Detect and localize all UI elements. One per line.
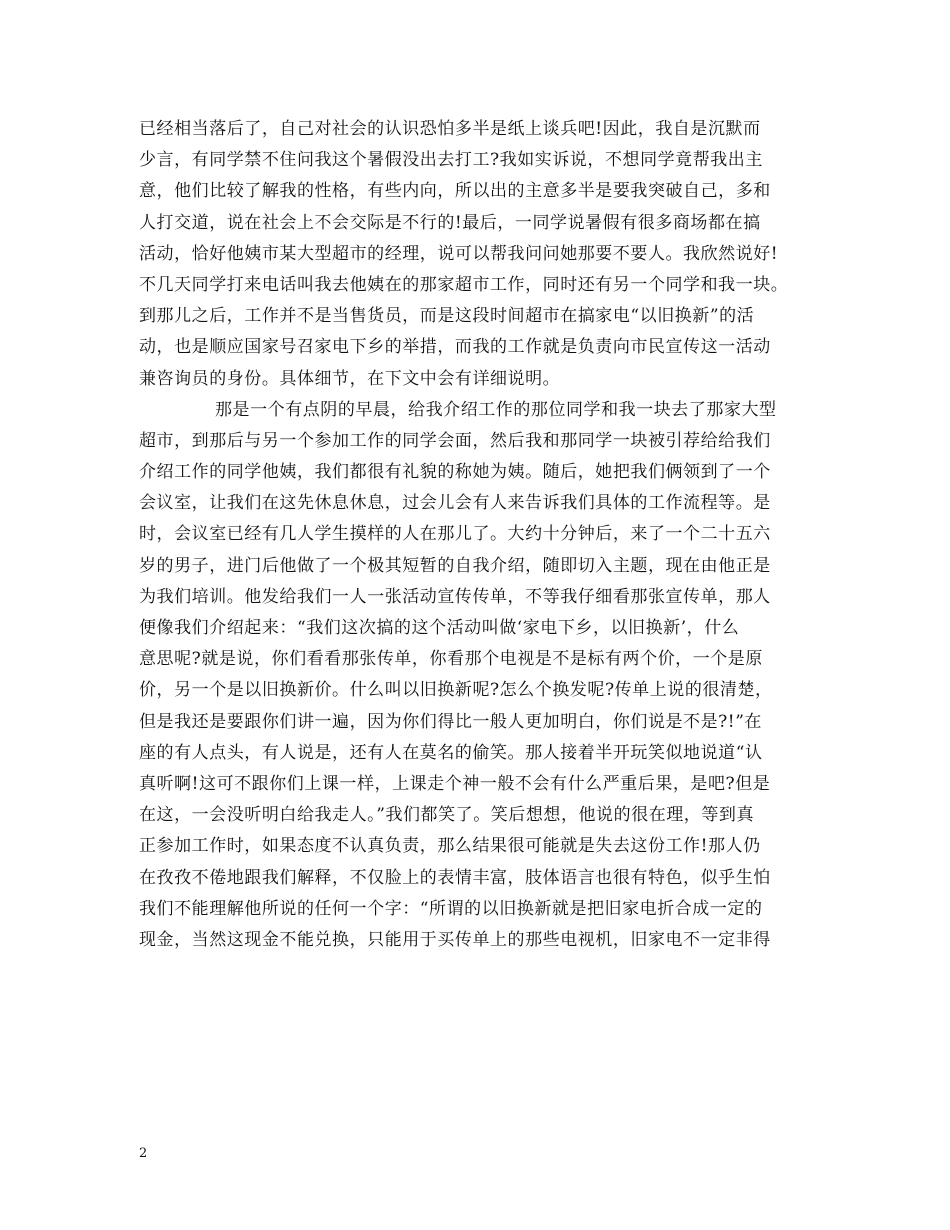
text-line: 时，会议室已经有几人学生摸样的人在那儿了。大约十分钟后，来了一个二十五六 xyxy=(139,524,771,545)
text-line: 真听啊!这可不跟你们上课一样，上课走个神一般不会有什么严重后果，是吧?但是 xyxy=(139,773,771,794)
text-line: 人打交道，说在社会上不会交际是不行的!最后，一同学说暑假有很多商场都在搞 xyxy=(139,212,761,233)
text-line: 活动，恰好他姨市某大型超市的经理，说可以帮我问问她那要不要人。我欣然说好! xyxy=(139,243,779,264)
text-line: 但是我还是要跟你们讲一遍，因为你们得比一般人更加明白，你们说是不是?!”在 xyxy=(139,711,762,732)
body-text xyxy=(139,114,823,956)
text-line: 在孜孜不倦地跟我们解释，不仅脸上的表情丰富，肢体语言也很有特色，似乎生怕 xyxy=(139,867,771,888)
text-line: 便像我们介绍起来：“我们这次搞的这个活动叫做‘家电下乡，以旧换新’，什么 xyxy=(139,618,740,638)
text-line: 意，他们比较了解我的性格，有些内向，所以出的主意多半是要我突破自己，多和 xyxy=(139,181,771,202)
text-line: 为我们培训。他发给我们一人一张活动宣传传单，不等我仔细看那张宣传单，那人 xyxy=(139,586,771,607)
text-line: 超市，到那后与另一个参加工作的同学会面，然后我和那同学一块被引荐给给我们 xyxy=(139,430,771,451)
text-line: 岁的男子，进门后他做了一个极其短暂的自我介绍，随即切入主题，现在由他正是 xyxy=(139,555,771,576)
text-line: 在这，一会没听明白给我走人。”我们都笑了。笑后想想，他说的很在理，等到真 xyxy=(139,805,754,826)
text-line: 介绍工作的同学他姨，我们都很有礼貌的称她为姨。随后，她把我们俩领到了一个 xyxy=(139,462,771,483)
text-line: 少言，有同学禁不住问我这个暑假没出去打工?我如实诉说，不想同学竟帮我出主 xyxy=(139,150,763,171)
text-line: 不几天同学打来电话叫我去他姨在的那家超市工作，同时还有另一个同学和我一块。 xyxy=(139,274,789,295)
text-line: 座的有人点头，有人说是，还有人在莫名的偷笑。那人接着半开玩笑似地说道“认 xyxy=(139,742,763,763)
text-line: 正参加工作时，如果态度不认真负责，那么结果很可能就是失去这份工作!那人仍 xyxy=(139,836,761,857)
text-line: 现金，当然这现金不能兑换，只能用于买传单上的那些电视机，旧家电不一定非得 xyxy=(139,929,771,950)
text-line: 那是一个有点阴的早晨，给我介绍工作的那位同学和我一块去了那家大型 xyxy=(215,399,777,420)
text-line: 兼咨询员的身份。具体细节，在下文中会有详细说明。 xyxy=(139,368,561,389)
text-line: 到那儿之后，工作并不是当售货员，而是这段时间超市在搞家电“以旧换新”的活 xyxy=(139,306,755,327)
text-line: 动，也是顺应国家号召家电下乡的举措，而我的工作就是负责向市民宣传这一活动 xyxy=(139,337,771,358)
text-line: 会议室，让我们在这先休息休息，过会儿会有人来告诉我们具体的工作流程等。是 xyxy=(139,493,771,514)
text-line: 已经相当落后了，自己对社会的认识恐怕多半是纸上谈兵吧!因此，我自是沉默而 xyxy=(139,119,761,139)
page-number: 2 xyxy=(139,1146,148,1161)
text-line: 价，另一个是以旧换新价。什么叫以旧换新呢?怎么个换发呢?传单上说的很清楚， xyxy=(139,680,773,701)
text-line: 意思呢?就是说，你们看看那张传单，你看那个电视是不是标有两个价，一个是原 xyxy=(139,649,763,670)
text-line: 我们不能理解他所说的任何一个字：“所谓的以旧换新就是把旧家电折合成一定的 xyxy=(139,898,763,919)
